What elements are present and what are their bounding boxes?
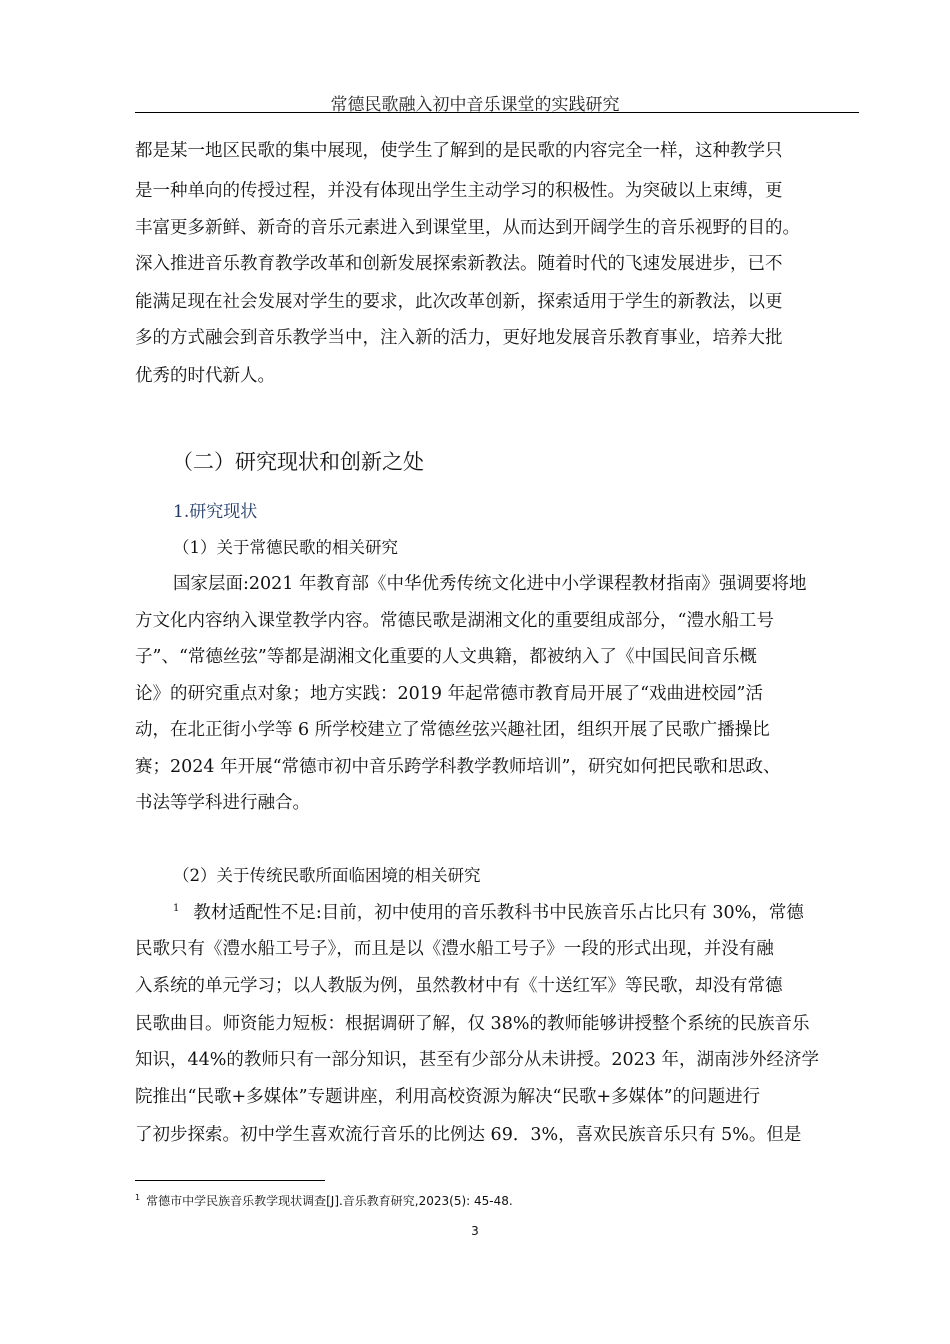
footnote: [135, 1192, 513, 1209]
page-number: 3: [471, 1224, 479, 1238]
paragraph-line: 丰富更多新鲜、新奇的音乐元素进入到课堂里，从而达到开阔学生的音乐视野的目的。: [135, 218, 800, 238]
footnote-mark: 1: [135, 1193, 141, 1202]
paragraph-line: 论》的研究重点对象；地方实践：2019 年起常德市教育局开展了“戏曲进校园”活: [135, 684, 763, 704]
paragraph-line: 子”、“常德丝弦”等都是湖湘文化重要的人文典籍，都被纳入了《中国民间音乐概: [135, 647, 757, 667]
paragraph-line: 知识，44%的教师只有一部分知识，甚至有少部分从未讲授。2023 年，湖南涉外经济学: [135, 1050, 819, 1070]
paragraph-line: 院推出“民歌+多媒体”专题讲座，利用高校资源为解决“民歌+多媒体”的问题进行: [135, 1087, 761, 1107]
paragraph-line: 都是某一地区民歌的集中展现，使学生了解到的是民歌的内容完全一样，这种教学只: [135, 141, 783, 161]
section-heading: （二）研究现状和创新之处: [172, 450, 424, 474]
subsection-heading: 1.研究现状: [173, 502, 258, 522]
paragraph-line-text: 教材适配性不足:目前，初中使用的音乐教科书中民族音乐占比只有 30%，常德: [193, 903, 804, 923]
paragraph-line: 优秀的时代新人。: [135, 366, 275, 386]
paragraph-line: 能满足现在社会发展对学生的要求，此次改革创新，探索适用于学生的新教法，以更: [135, 292, 783, 312]
item-heading: （2）关于传统民歌所面临困境的相关研究: [173, 866, 481, 885]
paragraph-line: 多的方式融会到音乐教学当中，注入新的活力，更好地发展音乐教育事业，培养大批: [135, 328, 783, 348]
item-heading: （1）关于常德民歌的相关研究: [173, 538, 398, 557]
paragraph-line: 是一种单向的传授过程，并没有体现出学生主动学习的积极性。为突破以上束缚，更: [135, 181, 783, 201]
paragraph-line: 赛；2024 年开展“常德市初中音乐跨学科教学教师培训”，研究如何把民歌和思政、: [135, 757, 781, 777]
paragraph-line: 动，在北正街小学等 6 所学校建立了常德丝弦兴趣社团，组织开展了民歌广播操比: [135, 720, 770, 740]
paragraph-line: 民歌曲目。师资能力短板：根据调研了解，仅 38%的教师能够讲授整个系统的民族音乐: [135, 1014, 810, 1034]
header-rule: [135, 112, 859, 113]
paragraph-line: 国家层面:2021 年教育部《中华优秀传统文化进中小学课程教材指南》强调要将地: [173, 574, 807, 594]
paragraph-line: 方文化内容纳入课堂教学内容。常德民歌是湖湘文化的重要组成部分，“澧水船工号: [135, 611, 774, 631]
footnote-separator: [135, 1180, 325, 1181]
paragraph-line: 入系统的单元学习；以人教版为例，虽然教材中有《十送红军》等民歌，却没有常德: [135, 976, 783, 996]
paragraph-line: 书法等学科进行融合。: [135, 793, 310, 813]
paragraph-line: 深入推进音乐教育教学改革和创新发展探索新教法。随着时代的飞速发展进步，已不: [135, 254, 783, 274]
paragraph-line: [173, 899, 804, 924]
paragraph-line: 了初步探索。初中学生喜欢流行音乐的比例达 69．3%，喜欢民族音乐只有 5%。但是: [135, 1125, 802, 1145]
footnote-reference[interactable]: 1: [173, 903, 180, 915]
paragraph-line: 民歌只有《澧水船工号子》，而且是以《澧水船工号子》一段的形式出现，并没有融: [135, 939, 774, 959]
running-header: 常德民歌融入初中音乐课堂的实践研究: [330, 95, 620, 115]
footnote-text: 常德市中学民族音乐教学现状调查[J].音乐教育研究,2023(5): 45-48.: [146, 1194, 513, 1208]
